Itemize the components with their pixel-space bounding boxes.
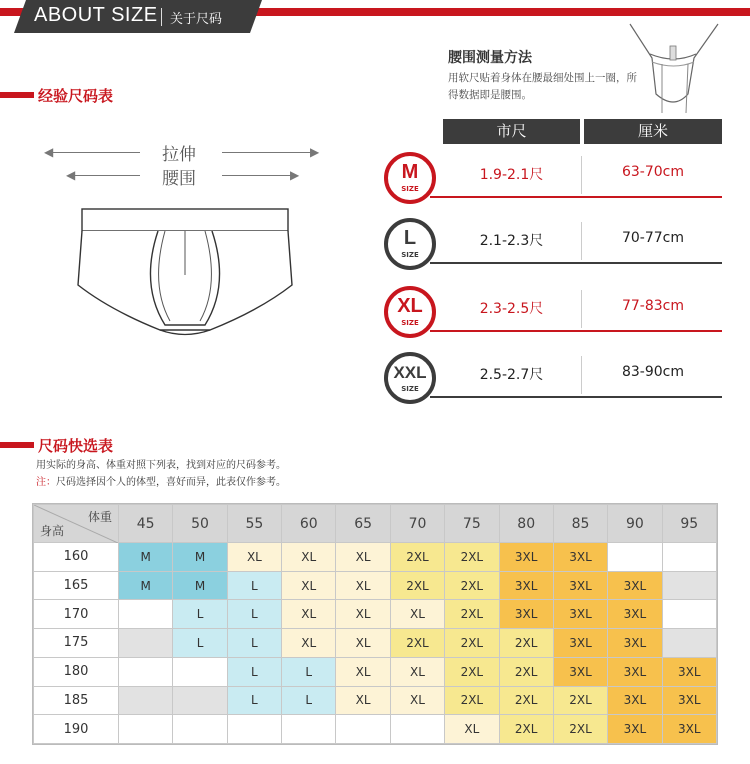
size-cell: [390, 715, 444, 744]
table-row: [34, 600, 717, 629]
size-cell: 2XL: [445, 600, 499, 629]
size-cell: 3XL: [608, 686, 662, 715]
size-cell: XL: [336, 543, 390, 572]
size-cell: [119, 657, 173, 686]
size-cell: 3XL: [662, 657, 716, 686]
size-cell: L: [173, 600, 227, 629]
quick-note: [36, 473, 286, 488]
stretch-label: 拉伸: [162, 145, 196, 165]
weight-header-cell: 60: [282, 505, 336, 543]
size-cell: XL: [445, 715, 499, 744]
size-cell: 2XL: [390, 571, 444, 600]
size-badge-letters: M: [401, 161, 419, 183]
size-shichi-value: 2.5-2.7尺: [479, 367, 544, 383]
arrow-left-line-2: [70, 175, 140, 176]
size-cell: [119, 629, 173, 658]
arrow-left-icon-2: ◀: [66, 168, 76, 182]
measure-text: 用软尺贴着身体在腰最细处围上一圈，所得数据即是腰围。: [448, 72, 637, 101]
size-cell: XL: [336, 686, 390, 715]
size-cell: 3XL: [553, 657, 607, 686]
table-row: [34, 629, 717, 658]
size-cell: XL: [282, 571, 336, 600]
size-cell: L: [282, 686, 336, 715]
arrow-right-icon: ▶: [310, 145, 320, 159]
size-badge-letters: L: [403, 227, 417, 249]
table-row: [34, 686, 717, 715]
size-row-divider: [581, 290, 582, 328]
size-cell: 2XL: [445, 543, 499, 572]
size-cell: [227, 715, 281, 744]
height-cell: 175: [34, 629, 119, 658]
size-badge-sub: SIZE: [401, 185, 419, 193]
note-text: 尺码选择因个人的体型，喜好而异，此表仅作参考。: [56, 477, 286, 488]
waist-measure-illustration: [622, 18, 726, 122]
size-cell: [662, 629, 716, 658]
height-axis-label: 身高: [40, 524, 65, 538]
size-cell: M: [173, 571, 227, 600]
size-shichi-value: 2.1-2.3尺: [479, 233, 544, 249]
size-cell: XL: [336, 600, 390, 629]
size-cell: XL: [227, 543, 281, 572]
quick-select-table: [32, 503, 718, 745]
weight-header-cell: 65: [336, 505, 390, 543]
size-cell: 3XL: [608, 629, 662, 658]
size-cell: [662, 571, 716, 600]
arrow-right-line-2: [222, 175, 294, 176]
corner-cell: [34, 505, 119, 543]
size-cell: L: [227, 571, 281, 600]
size-cell: 2XL: [553, 715, 607, 744]
size-cell: [662, 543, 716, 572]
arrow-left-line: [48, 152, 140, 153]
size-cell: 3XL: [662, 686, 716, 715]
size-cm-value: 70-77cm: [621, 230, 684, 246]
size-cell: 3XL: [608, 657, 662, 686]
size-row-divider: [581, 222, 582, 260]
table-row: [34, 543, 717, 572]
weight-header-cell: 55: [227, 505, 281, 543]
size-shichi-value: 2.3-2.5尺: [479, 301, 544, 317]
height-cell: 160: [34, 543, 119, 572]
header-subtitle: 关于尺码: [170, 12, 223, 27]
size-cell: 3XL: [553, 571, 607, 600]
height-cell: 185: [34, 686, 119, 715]
col-header-cm: 厘米: [584, 119, 722, 144]
size-cell: [119, 686, 173, 715]
weight-header-cell: 90: [608, 505, 662, 543]
section-quick-heading: [0, 435, 200, 455]
section-bar: [0, 442, 34, 448]
section-experience-heading: [0, 85, 200, 105]
measure-title: 腰围测量方法: [448, 50, 532, 66]
size-badge-letters: XL: [397, 295, 423, 317]
table-row: [34, 715, 717, 744]
arrow-right-icon-2: ▶: [290, 168, 300, 182]
size-cell: [119, 715, 173, 744]
size-row-underline: [430, 396, 722, 398]
size-cell: XL: [336, 629, 390, 658]
size-cell: 2XL: [445, 657, 499, 686]
size-cell: 2XL: [499, 715, 553, 744]
size-cell: 2XL: [445, 571, 499, 600]
weight-header-cell: 95: [662, 505, 716, 543]
size-cell: 3XL: [662, 715, 716, 744]
size-cm-value: 63-70cm: [621, 164, 684, 180]
arrow-left-icon: ◀: [44, 145, 54, 159]
table-row: [34, 657, 717, 686]
size-badge-l: [384, 218, 436, 270]
size-cell: L: [227, 629, 281, 658]
size-cell: [173, 715, 227, 744]
size-badge-letters: XXL: [393, 363, 427, 382]
size-row-underline: [430, 330, 722, 332]
section-bar: [0, 92, 34, 98]
note-prefix: 注：: [36, 477, 56, 488]
size-badge-sub: SIZE: [401, 319, 419, 327]
size-cell: 2XL: [553, 686, 607, 715]
section-title: 经验尺码表: [38, 87, 114, 105]
size-cell: XL: [282, 543, 336, 572]
size-cell: [119, 600, 173, 629]
size-cell: 3XL: [553, 543, 607, 572]
weight-header-cell: 85: [553, 505, 607, 543]
size-cell: 2XL: [499, 657, 553, 686]
size-cell: [336, 715, 390, 744]
size-cell: XL: [336, 571, 390, 600]
size-cm-value: 83-90cm: [621, 364, 684, 380]
size-cell: M: [173, 543, 227, 572]
size-cell: 2XL: [499, 686, 553, 715]
size-cell: 3XL: [553, 600, 607, 629]
size-cell: 3XL: [499, 571, 553, 600]
size-cell: L: [227, 600, 281, 629]
weight-header-cell: 45: [119, 505, 173, 543]
header-divider: [161, 8, 162, 26]
size-cell: 2XL: [445, 629, 499, 658]
section-title: 尺码快选表: [38, 437, 114, 455]
weight-axis-label: 体重: [87, 510, 112, 524]
size-badge-sub: SIZE: [401, 385, 419, 393]
size-shichi-value: 1.9-2.1尺: [479, 167, 544, 183]
size-row-underline: [430, 262, 722, 264]
size-cell: L: [227, 686, 281, 715]
height-cell: 180: [34, 657, 119, 686]
size-cell: L: [282, 657, 336, 686]
size-cell: [173, 657, 227, 686]
size-badge-m: [384, 152, 436, 204]
size-row-underline: [430, 196, 722, 198]
table-row: [34, 571, 717, 600]
size-badge-xxl: [384, 352, 436, 404]
weight-header-cell: 80: [499, 505, 553, 543]
size-cell: 2XL: [499, 629, 553, 658]
size-cell: XL: [390, 657, 444, 686]
size-cell: M: [119, 543, 173, 572]
size-cell: 2XL: [445, 686, 499, 715]
weight-header-cell: 75: [445, 505, 499, 543]
size-badge-sub: SIZE: [401, 251, 419, 259]
size-cell: L: [227, 657, 281, 686]
size-cell: XL: [336, 657, 390, 686]
size-cell: XL: [282, 600, 336, 629]
size-cell: [662, 600, 716, 629]
waist-label: 腰围: [162, 169, 196, 189]
size-cell: 3XL: [553, 629, 607, 658]
arrow-right-line: [222, 152, 314, 153]
size-cell: XL: [390, 686, 444, 715]
size-cell: 2XL: [390, 543, 444, 572]
height-cell: 170: [34, 600, 119, 629]
size-cell: 3XL: [499, 600, 553, 629]
underwear-illustration: [70, 205, 300, 345]
quick-desc: 用实际的身高、体重对照下列表，找到对应的尺码参考。: [36, 460, 286, 471]
col-header-shichi: 市尺: [443, 119, 580, 144]
size-cell: 3XL: [499, 543, 553, 572]
weight-header-cell: 70: [390, 505, 444, 543]
size-cell: [282, 715, 336, 744]
size-cell: XL: [390, 600, 444, 629]
size-row-divider: [581, 356, 582, 394]
size-cell: L: [173, 629, 227, 658]
height-cell: 190: [34, 715, 119, 744]
weight-header-row: [34, 505, 717, 543]
size-cell: 2XL: [390, 629, 444, 658]
height-cell: 165: [34, 571, 119, 600]
size-cell: XL: [282, 629, 336, 658]
size-cell: M: [119, 571, 173, 600]
size-cell: 3XL: [608, 571, 662, 600]
size-cell: [608, 543, 662, 572]
size-badge-xl: [384, 286, 436, 338]
size-cm-value: 77-83cm: [621, 298, 684, 314]
weight-header-cell: 50: [173, 505, 227, 543]
header-title: ABOUT SIZE: [34, 4, 158, 26]
size-cell: [173, 686, 227, 715]
size-cell: 3XL: [608, 600, 662, 629]
size-row-divider: [581, 156, 582, 194]
size-cell: 3XL: [608, 715, 662, 744]
